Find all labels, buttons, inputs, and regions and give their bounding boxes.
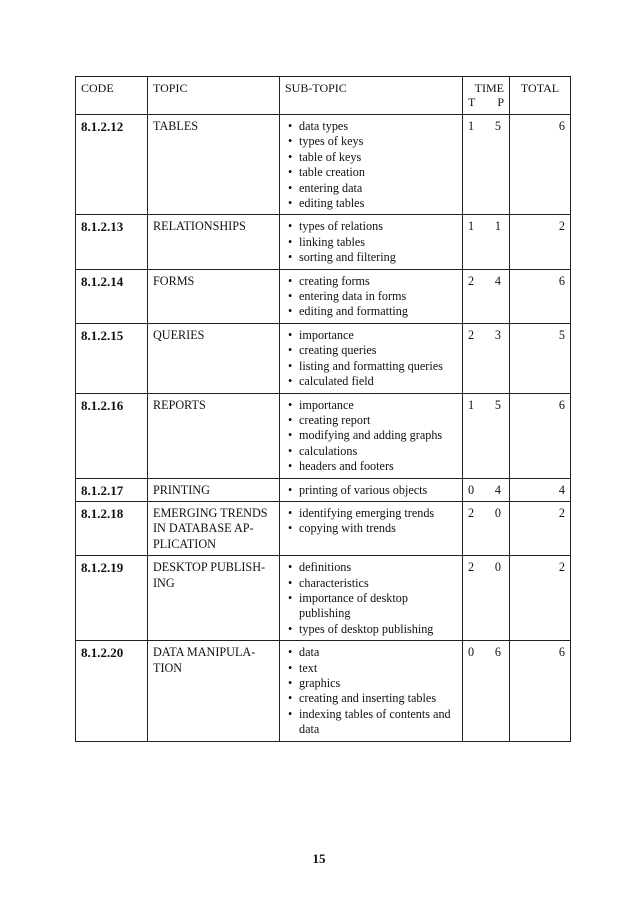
time-tp [468, 560, 504, 575]
subtopic-item: • headers and footers [285, 459, 457, 474]
row-total: 6 [510, 115, 571, 215]
subtopic-item: • entering data in forms [285, 289, 457, 304]
header-subtopic: SUB-TOPIC [280, 77, 463, 115]
time-t: 2 [468, 327, 475, 342]
row-subtopics [280, 115, 463, 215]
row-subtopics [280, 556, 463, 641]
time-t: 1 [468, 119, 475, 133]
row-code: 8.1.2.12 [76, 115, 148, 215]
row-topic: FORMS [148, 269, 280, 323]
table-row [76, 393, 571, 478]
subtopic-item: • importance [285, 398, 457, 413]
time-tp [468, 119, 504, 134]
time-p: 6 [494, 645, 501, 660]
subtopic-list [285, 483, 457, 498]
header-time [463, 77, 510, 115]
row-time [463, 215, 510, 269]
time-t: 2 [468, 560, 475, 575]
table-row [76, 323, 571, 393]
subtopic-item: • data [285, 645, 457, 660]
subtopic-list [285, 219, 457, 265]
time-p: 1 [494, 219, 501, 234]
time-t: 2 [468, 505, 475, 520]
subtopic-item: • sorting and filtering [285, 250, 457, 265]
subtopic-item: • calculated field [285, 374, 457, 389]
table-row [76, 478, 571, 501]
subtopic-item: • types of desktop publishing [285, 622, 457, 637]
row-total: 2 [510, 501, 571, 555]
subtopic-list [285, 274, 457, 320]
subtopic-item: • characteristics [285, 576, 457, 591]
time-t: 0 [468, 645, 475, 660]
time-tp [468, 398, 504, 413]
row-time [463, 323, 510, 393]
row-total: 6 [510, 269, 571, 323]
subtopic-item: • types of relations [285, 219, 457, 234]
subtopic-list [285, 560, 457, 637]
table-row [76, 115, 571, 215]
row-topic: RELATIONSHIPS [148, 215, 280, 269]
row-code: 8.1.2.18 [76, 501, 148, 555]
subtopic-item: • listing and formatting queries [285, 359, 457, 374]
row-subtopics [280, 501, 463, 555]
header-t: T [468, 95, 476, 109]
header-time-label: TIME [474, 81, 504, 95]
row-total: 2 [510, 215, 571, 269]
time-t: 2 [468, 273, 475, 288]
row-code: 8.1.2.13 [76, 215, 148, 269]
row-time [463, 269, 510, 323]
table-row [76, 501, 571, 555]
table-row [76, 215, 571, 269]
time-p: 0 [494, 560, 501, 575]
header-total: TOTAL [510, 77, 571, 115]
row-total: 5 [510, 323, 571, 393]
subtopic-item: • calculations [285, 444, 457, 459]
syllabus-table [75, 76, 571, 742]
subtopic-item: • identifying emerging trends [285, 506, 457, 521]
time-p: 3 [494, 327, 501, 342]
subtopic-list [285, 645, 457, 737]
row-code: 8.1.2.15 [76, 323, 148, 393]
subtopic-item: • creating queries [285, 343, 457, 358]
header-tp [468, 95, 504, 109]
row-subtopics [280, 641, 463, 741]
time-t: 1 [468, 397, 475, 412]
header-topic: TOPIC [148, 77, 280, 115]
row-subtopics [280, 478, 463, 501]
row-code: 8.1.2.17 [76, 478, 148, 501]
row-code: 8.1.2.16 [76, 393, 148, 478]
row-time [463, 115, 510, 215]
subtopic-item: • linking tables [285, 235, 457, 250]
time-p: 0 [494, 505, 501, 520]
subtopic-item: • entering data [285, 181, 457, 196]
page-number: 15 [312, 851, 326, 866]
row-code: 8.1.2.19 [76, 556, 148, 641]
header-code: CODE [76, 77, 148, 115]
time-p: 5 [494, 119, 501, 133]
subtopic-item: • creating report [285, 413, 457, 428]
time-t: 0 [468, 482, 475, 497]
time-p: 4 [494, 273, 501, 288]
table-row [76, 269, 571, 323]
row-topic: PRINTING [148, 478, 280, 501]
subtopic-list [285, 506, 457, 537]
header-row [76, 77, 571, 115]
row-total: 6 [510, 641, 571, 741]
row-time [463, 641, 510, 741]
row-topic: QUERIES [148, 323, 280, 393]
subtopic-item: • importance [285, 328, 457, 343]
time-p: 5 [494, 397, 501, 412]
subtopic-item: • copying with trends [285, 521, 457, 536]
subtopic-item: • data types [285, 119, 457, 134]
subtopic-item: • table creation [285, 165, 457, 180]
row-topic: TABLES [148, 115, 280, 215]
subtopic-item: • printing of various objects [285, 483, 457, 498]
subtopic-item: • creating and inserting tables [285, 691, 457, 706]
time-tp [468, 645, 504, 660]
subtopic-item: • importance of desktop publishing [285, 591, 457, 622]
subtopic-item: • types of keys [285, 134, 457, 149]
subtopic-item: • table of keys [285, 150, 457, 165]
row-time [463, 393, 510, 478]
header-p: P [497, 95, 504, 109]
row-time [463, 556, 510, 641]
time-tp [468, 328, 504, 343]
table-row [76, 556, 571, 641]
time-t: 1 [468, 219, 475, 234]
row-code: 8.1.2.14 [76, 269, 148, 323]
row-total: 4 [510, 478, 571, 501]
row-subtopics [280, 323, 463, 393]
row-total: 6 [510, 393, 571, 478]
row-topic: DATA MANIPULA-TION [148, 641, 280, 741]
subtopic-list [285, 398, 457, 475]
row-topic: EMERGING TRENDS IN DATABASE AP-PLICATION [148, 501, 280, 555]
subtopic-item: • modifying and adding graphs [285, 428, 457, 443]
time-tp [468, 219, 504, 234]
subtopic-item: • editing and formatting [285, 304, 457, 319]
row-subtopics [280, 215, 463, 269]
subtopic-item: • text [285, 661, 457, 676]
row-subtopics [280, 269, 463, 323]
row-code: 8.1.2.20 [76, 641, 148, 741]
time-tp [468, 274, 504, 289]
subtopic-item: • editing tables [285, 196, 457, 211]
table-row [76, 641, 571, 741]
row-time [463, 478, 510, 501]
subtopic-list [285, 328, 457, 390]
row-total: 2 [510, 556, 571, 641]
time-tp [468, 483, 504, 498]
row-topic: DESKTOP PUBLISH-ING [148, 556, 280, 641]
time-p: 4 [494, 482, 501, 497]
time-tp [468, 506, 504, 521]
row-topic: REPORTS [148, 393, 280, 478]
row-time [463, 501, 510, 555]
subtopic-item: • definitions [285, 560, 457, 575]
subtopic-item: • creating forms [285, 274, 457, 289]
subtopic-list [285, 119, 457, 211]
row-subtopics [280, 393, 463, 478]
subtopic-item: • graphics [285, 676, 457, 691]
subtopic-item: • indexing tables of contents and data [285, 707, 457, 738]
